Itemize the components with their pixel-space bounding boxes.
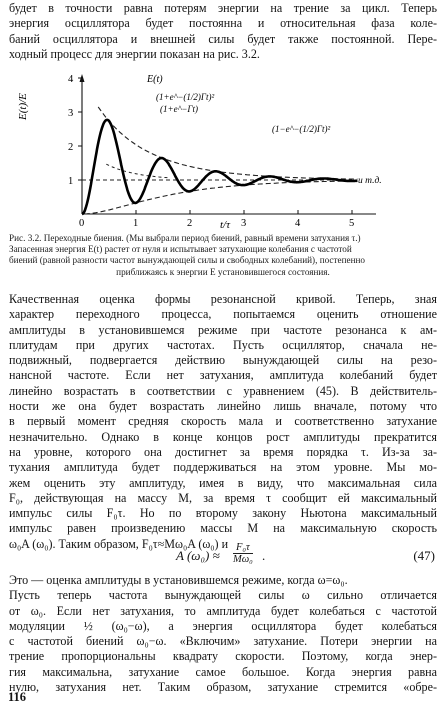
- asymptote-label: и т.д.: [358, 176, 382, 186]
- text-line: энергия осциллятора будет постоянна и относительная фаза коле-: [9, 16, 437, 31]
- text-line: подвижный, подвергается действию вынуждающей силы на резо-: [9, 353, 437, 368]
- text-line: характер переходного процесса, попытаемся оценить отношение: [9, 307, 437, 322]
- energy-curve: [82, 120, 357, 214]
- envelope-lower-label: (1−e^−(1/2)Γt)²: [272, 124, 331, 134]
- y-ticks: [68, 74, 82, 187]
- page-number: 116: [8, 690, 27, 704]
- text-line: ности же она будет возрастать линейно лишь вначале, потому что: [9, 399, 437, 414]
- paragraph-offresonance: [9, 573, 437, 695]
- text-line: Пусть теперь частота вынуждающей силы ω сильно отличается: [9, 588, 437, 603]
- x-tick-label: 5: [349, 218, 355, 229]
- caption-line: приближаясь к энергии E установившегося состояния.: [116, 266, 330, 277]
- x-ticks: [79, 210, 354, 229]
- text-line: импульс равен произведению массы M на максимальную скорость: [9, 521, 437, 536]
- envelope-upper-label: (1+e^−(1/2)Γt)²: [156, 92, 215, 102]
- caption-line: Рис. 3.2. Переходные биения. (Мы выбрали период биений, равный времени затухания τ.): [9, 233, 361, 243]
- text-line: будет в точности равна потерям энергии на трение за цикл. Теперь: [9, 1, 437, 15]
- envelope-upper: [98, 107, 357, 179]
- equation-lhs: A (ω₀) ≈: [176, 548, 220, 563]
- paragraph-top: [9, 1, 437, 62]
- paragraph-resonance: [9, 292, 437, 552]
- text-line: Качественная оценка формы резонансной кривой. Теперь, зная: [9, 292, 437, 306]
- text-line: Это — оценка амплитуды в установившемся режиме, когда ω=ω₀.: [9, 573, 348, 587]
- equation-fraction: [233, 542, 253, 565]
- x-tick-label: 4: [295, 218, 301, 229]
- text-line: ходный процесс для энергии показан на рис. 3.2.: [9, 46, 260, 61]
- figure-caption: [9, 233, 437, 278]
- equation-47: [0, 542, 445, 568]
- text-line: плитудам при других частотах. Пусть осциллятор, сначала не-: [9, 337, 437, 352]
- envelope-mid-label: (1+e^−Γt): [160, 104, 199, 114]
- caption-line: Запасенная энергия E(t) растет от нуля и испытывает затухающие колебания с частотой: [9, 244, 352, 255]
- text-line: тухания амплитуда будет поддерживаться на этом уровне. Мы мо-: [9, 460, 437, 475]
- equation-trail: .: [262, 548, 266, 563]
- text-line: жем оценить эту амплитуду, имея в виду, что максимальная сила: [9, 475, 437, 490]
- text-line: линейно возрастать в соответствии с уравнением (45). В действитель-: [9, 383, 437, 398]
- text-line: от ω₀. Если нет затухания, то амплитуда будет колебаться с частотой: [9, 603, 437, 618]
- text-line: с частотой биений ω₀−ω. «Включим» затухание. Потери энергии на: [9, 634, 437, 649]
- x-tick-label: 0: [79, 218, 85, 229]
- x-axis-label: t/τ: [220, 219, 231, 230]
- y-tick-label: 4: [68, 74, 74, 85]
- y-tick-label: 3: [68, 108, 74, 119]
- text-line: на уровне, которого она достигнет за время порядка τ. Из-за за-: [9, 444, 437, 459]
- x-tick-label: 2: [187, 218, 193, 229]
- y-tick-label: 1: [68, 176, 74, 187]
- fraction-denominator: Mω₀: [233, 554, 253, 565]
- figure-transient-beats: [10, 70, 390, 230]
- text-line: трение пропорциональны квадрату скорости. Поэтому, когда энер-: [9, 649, 437, 664]
- text-line: ω₀A (ω₀). Таким образом, F₀τ≈Mω₀A (ω₀) и: [9, 536, 229, 551]
- caption-line: биений (равной разности частот вынуждающей силы и свободных колебаний), постепенно: [9, 255, 366, 266]
- fraction-numerator: F₀τ: [233, 542, 253, 554]
- x-tick-label: 1: [133, 218, 139, 229]
- text-line: импульс силы F₀τ. Но по второму закону Ньютона максимальный: [9, 506, 437, 521]
- text-line: гия максимальна, затухание самое большое. Когда энергия равна: [9, 664, 437, 679]
- text-line: баний осциллятора и внешней силы будет также постоянной. Пере-: [9, 31, 437, 46]
- text-line: в первый момент средняя скорость мала и соответственно затухание: [9, 414, 437, 429]
- y-axis-label: E(t)/E: [17, 93, 29, 120]
- equation-number: (47): [413, 548, 435, 563]
- text-line: незначительно. Однако в конце концов рост амплитуды прекратится: [9, 429, 437, 444]
- text-line: нансной частоте. Если нет затухания, амплитуда колебаний будет: [9, 368, 437, 383]
- x-tick-label: 3: [241, 218, 247, 229]
- y-tick-label: 2: [68, 142, 74, 153]
- text-line: модуляции ½ (ω₀−ω), а энергия осциллятора будет колебаться: [9, 618, 437, 633]
- text-line: F₀, действующая на массу M, за время τ сообщит ей максимальный: [9, 490, 437, 505]
- curve-label: E(t): [147, 74, 163, 85]
- text-line: амплитуды в установившемся режиме при частоте резонанса к ам-: [9, 322, 437, 337]
- text-line: нулю, затухания нет. Таким образом, затухание стремится «обре-: [9, 680, 437, 695]
- envelope-middle: [106, 164, 168, 178]
